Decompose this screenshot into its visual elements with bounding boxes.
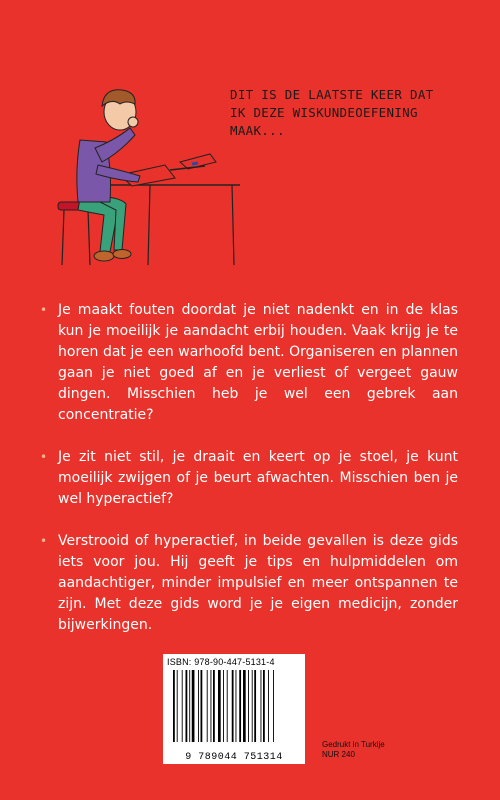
blurb-bullets — [58, 300, 458, 657]
print-info — [322, 740, 385, 760]
speech-caption: DIT IS DE LAATSTE KEER DAT IK DEZE WISKUNDEOEFENING MAAK... — [230, 87, 434, 138]
barcode-digits: 9 789044 751314 — [185, 752, 283, 763]
bullet-text: Verstrooid of hyperactief, in beide gevallen is deze gids iets voor jou. Hij geeft je tips en hulpmiddelen om aandachtiger, minder impulsief en meer ontspannen te zijn. Met deze gids word je je eigen medicijn, zonder bijwerkingen. — [58, 533, 458, 633]
barcode-bars — [173, 670, 295, 752]
bullet-text: Je maakt fouten doordat je niet nadenkt en in de klas kun je moeilijk je aandacht erbij houden. Vaak krijg je te horen dat je een warhoofd bent. Organiseren en plannen gaan je niet goed af en je verliest of vergeet gauw dingen. Misschien heb je wel een gebrek aan concentratie? — [58, 302, 458, 423]
bullet-item — [58, 531, 458, 636]
nur-code: NUR 240 — [322, 750, 355, 759]
bullet-text: Je zit niet stil, je draait en keert op je stoel, je kunt moeilijk zwijgen of je beurt afwachten. Misschien ben je wel hyperactief? — [58, 449, 458, 507]
bullet-item — [58, 300, 458, 426]
bullet-item — [58, 447, 458, 510]
isbn-label: ISBN: 978-90-447-5131-4 — [167, 657, 275, 667]
printed-in-label: Gedrukt in Turkije — [322, 740, 385, 749]
isbn-barcode — [163, 654, 305, 764]
